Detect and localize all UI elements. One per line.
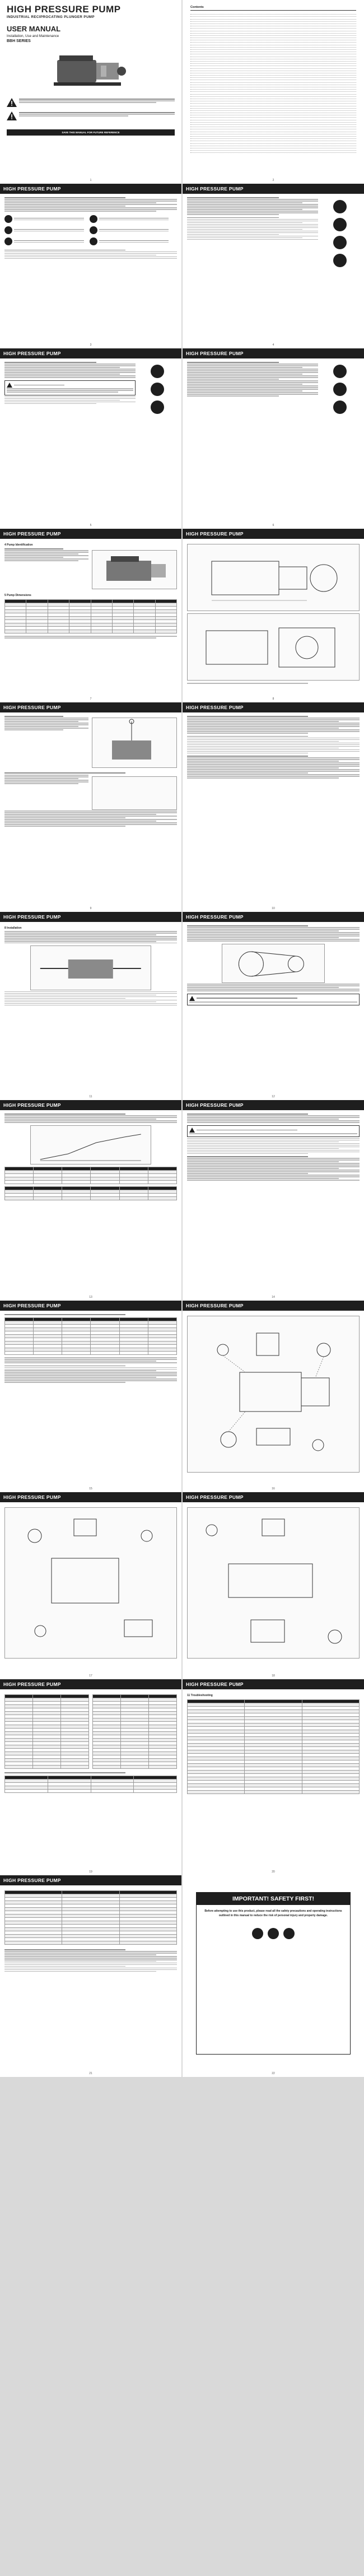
page-number: 12 (272, 1095, 275, 1098)
cover-subtitle: INDUSTRIAL RECIPROCATING PLUNGER PUMP (7, 15, 95, 19)
torque-table (4, 1167, 177, 1184)
page-number: 22 (272, 2072, 275, 2075)
safety-continued-2-page (183, 348, 364, 529)
protective-gear-icon (90, 237, 97, 245)
section-title: 4 Pump Identification (4, 543, 33, 547)
plumbing-diagram (30, 945, 151, 990)
page-number: 2 (272, 179, 274, 182)
cover-title: HIGH PRESSURE PUMP (7, 4, 121, 15)
read-manual-icon (4, 237, 12, 245)
troubleshooting-table-continued (4, 1890, 177, 1945)
page-number: 9 (90, 907, 92, 910)
warning-triangle-icon (7, 98, 17, 107)
maintenance-table (4, 1317, 177, 1355)
header-title: HIGH PRESSURE PUMP (3, 1303, 61, 1308)
parts-drawing-page (0, 1492, 181, 1679)
header-title: HIGH PRESSURE PUMP (3, 531, 61, 537)
page-number: 13 (89, 1296, 92, 1299)
repair-kits-table (4, 1776, 177, 1793)
warning-triangle-icon (189, 996, 195, 1001)
parts-list-table-right (92, 1694, 177, 1769)
installation-continued-page (183, 702, 364, 912)
safety-heading: IMPORTANT! SAFETY FIRST! (197, 1893, 350, 1905)
no-modification-icon (333, 400, 347, 414)
pump-illustration (52, 49, 130, 94)
torque-table-page (0, 1100, 181, 1301)
page-number: 1 (90, 179, 92, 182)
contents-page (183, 0, 364, 184)
header-title: HIGH PRESSURE PUMP (186, 186, 244, 192)
danger-icon (4, 215, 12, 223)
header-title: HIGH PRESSURE PUMP (3, 1494, 61, 1500)
caution-icon (90, 215, 97, 223)
dimension-drawing-bottom (187, 613, 360, 681)
warning-triangle-icon (7, 383, 12, 388)
pump-label-diagram (92, 550, 177, 589)
header-title: HIGH PRESSURE PUMP (3, 1878, 61, 1883)
page-number: 11 (89, 1095, 92, 1098)
exploded-view-page (183, 1301, 364, 1492)
page-number: 10 (272, 907, 275, 910)
header-title: HIGH PRESSURE PUMP (3, 186, 61, 192)
read-manual-icon (252, 1928, 263, 1939)
section-title: 8 Installation (4, 926, 22, 930)
page-number: 20 (272, 1870, 275, 1874)
lubrication-table (4, 1186, 177, 1200)
cover-page (0, 0, 181, 184)
parts-list-table-left (4, 1694, 89, 1769)
maintenance-schedule-page (0, 1301, 181, 1492)
specification-table (4, 599, 177, 633)
contents-title: Contents (190, 6, 356, 11)
hot-surface-icon (333, 236, 347, 249)
header-title: HIGH PRESSURE PUMP (186, 351, 244, 356)
header-title: HIGH PRESSURE PUMP (186, 1303, 244, 1308)
header-title: HIGH PRESSURE PUMP (186, 1494, 244, 1500)
injection-hazard-icon (333, 254, 347, 267)
series-name: BBH SERIES (7, 39, 31, 43)
electrical-hazard-icon (151, 383, 164, 396)
header-title: HIGH PRESSURE PUMP (186, 531, 244, 537)
page-number: 15 (89, 1487, 92, 1490)
safety-body: Before attempting to use this product, please read all the safety precautions and operating instructions outlined in this manual to reduce the risk of personal injury and property damage. (204, 1909, 342, 1917)
mounting-diagram (92, 776, 177, 810)
safety-notice-box (196, 1892, 351, 2055)
manual-title: USER MANUAL (7, 25, 61, 33)
section-title: 5 Pump Dimensions (4, 594, 31, 597)
page-number: 18 (272, 1674, 275, 1678)
belt-drive-diagram (222, 944, 325, 983)
header-title: HIGH PRESSURE PUMP (3, 1681, 61, 1687)
caution-triangle-icon (7, 111, 17, 120)
lifting-diagram (92, 718, 177, 768)
installation-plumbing-page (0, 912, 181, 1100)
page-number: 3 (90, 343, 92, 347)
page-number: 8 (272, 697, 274, 701)
page-number: 21 (89, 2072, 92, 2075)
header-title: HIGH PRESSURE PUMP (3, 705, 61, 710)
header-title: HIGH PRESSURE PUMP (186, 705, 244, 710)
pressure-hazard-icon (151, 365, 164, 378)
header-title: HIGH PRESSURE PUMP (186, 1102, 244, 1108)
page-number: 14 (272, 1296, 275, 1299)
header-title: HIGH PRESSURE PUMP (3, 1102, 61, 1108)
header-title: HIGH PRESSURE PUMP (3, 914, 61, 920)
exploded-view-drawing (187, 1316, 360, 1473)
page-number: 5 (90, 524, 92, 527)
safety-rules-page (183, 184, 364, 348)
hand-protection-icon (333, 218, 347, 231)
page-number: 16 (272, 1487, 275, 1490)
caution-block (7, 111, 175, 120)
parts-exploded-drawing (4, 1507, 177, 1659)
warning-block (7, 98, 175, 107)
page-number: 17 (89, 1674, 92, 1678)
manifold-exploded-drawing (187, 1507, 360, 1659)
page-number: 6 (272, 524, 274, 527)
troubleshooting-table (187, 1699, 360, 1794)
section-title: 11 Troubleshooting (187, 1694, 213, 1697)
hand-protection-icon (283, 1928, 295, 1939)
safety-continued-page (0, 348, 181, 529)
pump-identification-page (0, 529, 181, 702)
save-manual-bar: SAVE THIS MANUAL FOR FUTURE REFERENCE (7, 129, 175, 136)
header-title: HIGH PRESSURE PUMP (3, 351, 61, 356)
page-number: 7 (90, 697, 92, 701)
header-title: HIGH PRESSURE PUMP (186, 914, 244, 920)
warning-icon (4, 226, 12, 234)
eye-protection-icon (333, 200, 347, 213)
rotating-parts-icon (333, 383, 347, 396)
installation-page (0, 702, 181, 912)
safety-back-page (183, 1875, 364, 2077)
ear-protection-icon (151, 400, 164, 414)
page-number: 19 (89, 1870, 92, 1874)
start-up-page (183, 1100, 364, 1301)
troubleshooting-page (183, 1679, 364, 1875)
warning-triangle-icon (189, 1128, 195, 1133)
intro-page (0, 184, 181, 348)
notice-icon (90, 226, 97, 234)
chemical-hazard-icon (333, 365, 347, 378)
header-title: HIGH PRESSURE PUMP (186, 1681, 244, 1687)
troubleshooting-continued-page (0, 1875, 181, 2077)
manual-subtitle: Installation, Use and Maintenance (7, 34, 59, 38)
parts-list-page (0, 1679, 181, 1875)
pressure-curve-diagram (30, 1125, 151, 1164)
page-number: 4 (272, 343, 274, 347)
dimensions-drawing-page (183, 529, 364, 702)
eye-protection-icon (268, 1928, 279, 1939)
installation-electrical-page (183, 912, 364, 1100)
parts-drawing-2-page (183, 1492, 364, 1679)
dimension-drawing-top (187, 544, 360, 611)
